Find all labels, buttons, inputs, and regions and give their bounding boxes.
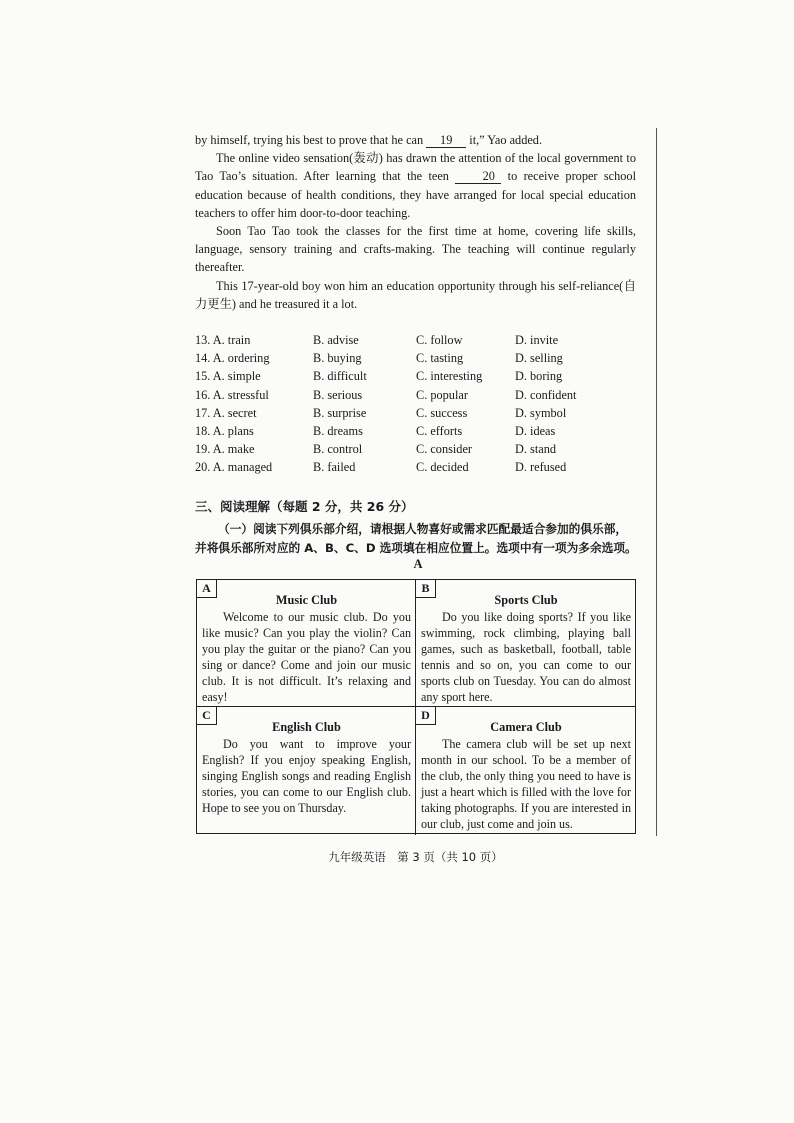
passage-paragraph-3: Soon Tao Tao took the classes for the first time at home, covering life skills, language, sensory training and crafts-making. The teaching will continue regularly thereafter. — [195, 224, 636, 275]
club-description: The camera club will be set up next month in our school. To be a member of the club, the only thing you need to have is just a heart which is filled with the love for taking photographs. If you are interested in our club, just come and join us. — [421, 737, 631, 831]
blank-20: 20 — [455, 169, 501, 184]
option-row-20: 20. A. managed B. failed C. decided D. refused — [195, 460, 567, 475]
club-card-sports — [416, 580, 635, 707]
club-title: Sports Club — [494, 593, 558, 607]
club-letter: B — [416, 580, 436, 598]
option-row-13: 13. A. train B. advise C. follow D. invite — [195, 333, 559, 347]
option-row-16: 16. A. stressful B. serious C. popular D. confident — [195, 387, 577, 402]
club-description: Do you like doing sports? If you like swimming, rock climbing, playing ball games, such as basketball, football, table tennis and so on, you can come to our sports club on Tuesday. You can do almost any sport here. — [421, 610, 631, 704]
club-title: Music Club — [275, 593, 338, 607]
club-table — [196, 579, 636, 834]
option-row-19: 19. A. make B. control C. consider D. stand — [195, 442, 556, 457]
reading-passage — [195, 131, 636, 313]
club-letter: D — [416, 707, 436, 725]
passage-paragraph-2: The online video sensation(轰动) has drawn the attention of the local government to Tao Tao’s situation. After learning that the teen 20 to receive proper school education because of health conditions, they have arranged for local special education teachers to offer him door-to-door teaching. — [195, 151, 636, 220]
club-card-english — [197, 707, 416, 835]
club-description: Do you want to improve your English? If you enjoy speaking English, singing English songs and reading English stories, you can come to our English club. Hope to see you on Thursday. — [202, 737, 411, 815]
blank-19: 19 — [426, 133, 466, 148]
option-row-14: 14. A. ordering B. buying C. tasting D. selling — [195, 351, 563, 366]
part-label: A — [413, 557, 423, 571]
club-letter: C — [197, 707, 217, 725]
section-instruction: （一）阅读下列俱乐部介绍，请根据人物喜好或需求匹配最适合参加的俱乐部， 并将俱乐部所对应的 A、B、C、D 选项填在相应位置上。选项中有一项为多余选项。 — [195, 522, 637, 555]
option-row-15: 15. A. simple B. difficult C. interesting D. boring — [195, 369, 563, 384]
answer-options — [195, 331, 635, 477]
club-description: Welcome to our music club. Do you like music? Can you play the violin? Can you play the guitar or the piano? Can you sing or dance? Come and join our music club. It is not difficult. It’s relaxing and easy! — [202, 610, 411, 704]
club-letter: A — [197, 580, 217, 598]
club-card-music — [197, 580, 416, 707]
option-row-18: 18. A. plans B. dreams C. efforts D. ideas — [195, 423, 556, 438]
margin-line — [656, 128, 657, 836]
club-title: English Club — [272, 720, 341, 734]
page-footer: 九年级英语 第 3 页（共 10 页） — [328, 850, 503, 864]
club-card-camera — [416, 707, 635, 835]
club-title: Camera Club — [490, 720, 562, 734]
passage-paragraph-1: by himself, trying his best to prove that he can 19 it,” Yao added. — [195, 133, 543, 147]
option-row-17: 17. A. secret B. surprise C. success D. symbol — [195, 405, 567, 420]
passage-paragraph-4: This 17-year-old boy won him an education opportunity through his self-reliance(自力更生) and he treasured it a lot. — [195, 278, 636, 311]
section-heading: 三、阅读理解（每题 2 分，共 26 分） — [195, 499, 414, 514]
